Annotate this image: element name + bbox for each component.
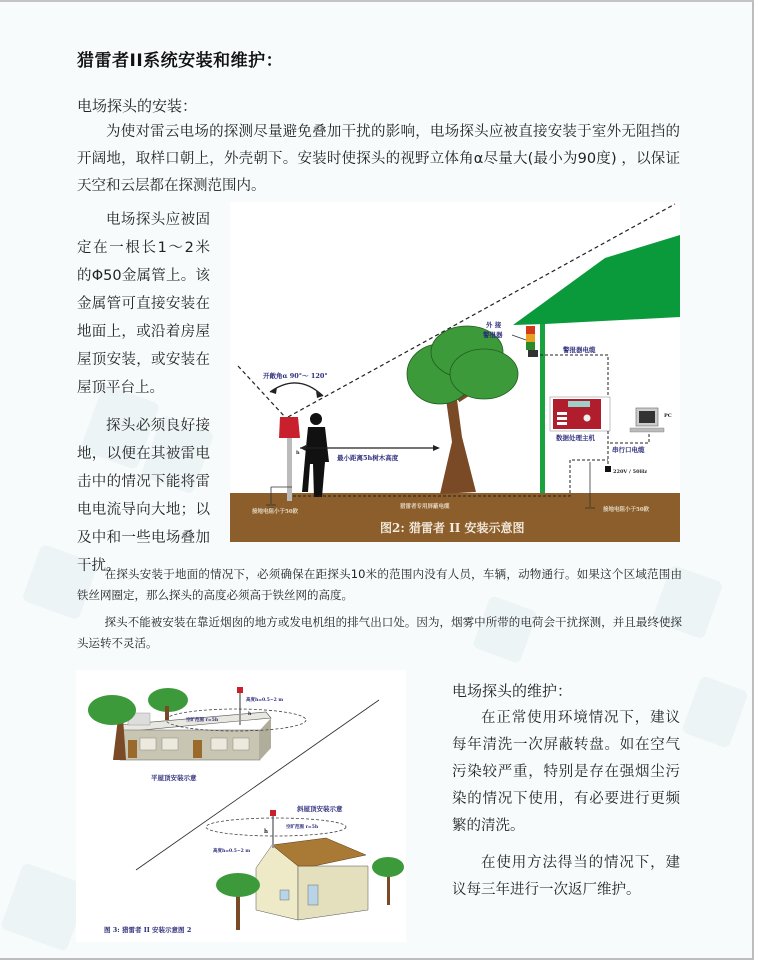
svg-text:外 接: 外 接 bbox=[486, 321, 502, 329]
note-chimney: 探头不能被安装在靠近烟囱的地方或发电机组的排气出口处。因为，烟雾中所带的电荷会干扰探测，并且最终使探头运转不灵活。 bbox=[77, 615, 682, 650]
maintenance-text bbox=[452, 705, 680, 904]
figure-3-roof-diagram bbox=[76, 670, 406, 942]
svg-text:数据处理主机: 数据处理主机 bbox=[556, 434, 595, 442]
figure-3-caption: 图 3: 猎雷者 II 安装示意图 2 bbox=[104, 926, 192, 934]
pc-icon bbox=[639, 411, 655, 423]
tree-icon bbox=[450, 349, 518, 399]
probe-icon bbox=[279, 417, 300, 438]
svg-text:空旷范围 r=5h: 空旷范围 r=5h bbox=[286, 825, 319, 830]
angle-label: 开敞角α 90°～ 120° bbox=[263, 372, 328, 380]
install-side-text bbox=[77, 206, 210, 580]
svg-text:警报器电缆: 警报器电缆 bbox=[563, 346, 596, 354]
maintenance-paragraph-cleaning: 在正常使用环境情况下，建议每年清洗一次屏蔽转盘。如在空气污染较严重，特别是存在强烟尘污染的情况下使用，有必要进行更频繁的清洗。 bbox=[452, 710, 680, 834]
svg-text:PC: PC bbox=[664, 413, 672, 419]
tree-icon bbox=[216, 873, 260, 897]
watermark-shape bbox=[681, 675, 749, 748]
svg-text:220V / 50Hz: 220V / 50Hz bbox=[613, 469, 648, 475]
side-paragraph-mount: 电场探头应被固定在一根长1～2米的Φ50金属管上。该金属管可直接安装在地面上，或沿着房屋屋顶安装，或安装在屋顶平台上。 bbox=[77, 212, 210, 396]
side-paragraph-ground: 探头必须良好接地，以便在其被雷电击中的情况下能将雷电电流导向大地；以及中和一些电场叠加干扰。 bbox=[77, 418, 210, 574]
install-notes bbox=[77, 564, 682, 654]
svg-text:高度h=0.5~2 m: 高度h=0.5~2 m bbox=[213, 849, 251, 854]
svg-text:接地电阻小于50欧: 接地电阻小于50欧 bbox=[603, 507, 650, 513]
distance-label: 最小距离5h树木高度 bbox=[337, 454, 399, 462]
svg-text:h: h bbox=[248, 712, 252, 717]
install-intro-text: 为使对雷云电场的探测尽量避免叠加干扰的影响，电场探头应被直接安装于室外无阻挡的开阔地，取样口朝上，外壳朝下。安装时使探头的视野立体角α尽量大(最小为90度) ，以保证天空和云层都在探测范围内。 bbox=[77, 124, 680, 194]
flat-roof-label: 平屋顶安装示意 bbox=[151, 774, 197, 782]
maintenance-paragraph-return: 在使用方法得当的情况下，建议每三年进行一次返厂维护。 bbox=[452, 855, 680, 898]
svg-text:空旷范围 r=5h: 空旷范围 r=5h bbox=[186, 718, 219, 723]
figure-2-install-diagram bbox=[230, 202, 680, 542]
tree-icon bbox=[372, 857, 404, 877]
note-ground-safety: 在探头安装于地面的情况下，必须确保在距探头10米的范围内没有人员，车辆，动物通行。如果这个区域范围由铁丝网圈定，那么探头的高度必须高于铁丝网的高度。 bbox=[77, 567, 682, 602]
sloped-roof-label: 斜屋顶安装示意 bbox=[297, 805, 343, 813]
svg-text:警报器: 警报器 bbox=[483, 331, 503, 339]
svg-text:h: h bbox=[296, 450, 300, 456]
figure-2-caption: 图2: 猎雷者 II 安装示意图 bbox=[380, 521, 525, 535]
maintenance-heading: 电场探头的维护： bbox=[452, 682, 573, 700]
svg-text:高度h=0.5~2 m: 高度h=0.5~2 m bbox=[246, 698, 284, 703]
probe-icon bbox=[237, 687, 243, 693]
svg-text:接地电阻小于50欧: 接地电阻小于50欧 bbox=[252, 509, 299, 515]
install-intro bbox=[77, 119, 680, 200]
svg-text:猎雷者专用屏蔽电缆: 猎雷者专用屏蔽电缆 bbox=[400, 504, 450, 510]
svg-text:串行口电缆: 串行口电缆 bbox=[612, 446, 645, 454]
page-title: 猎雷者II系统安装和维护： bbox=[77, 51, 284, 71]
svg-text:h: h bbox=[264, 829, 268, 835]
alarm-icon bbox=[528, 350, 538, 357]
install-heading: 电场探头的安装： bbox=[77, 97, 198, 115]
probe-icon bbox=[270, 810, 276, 816]
